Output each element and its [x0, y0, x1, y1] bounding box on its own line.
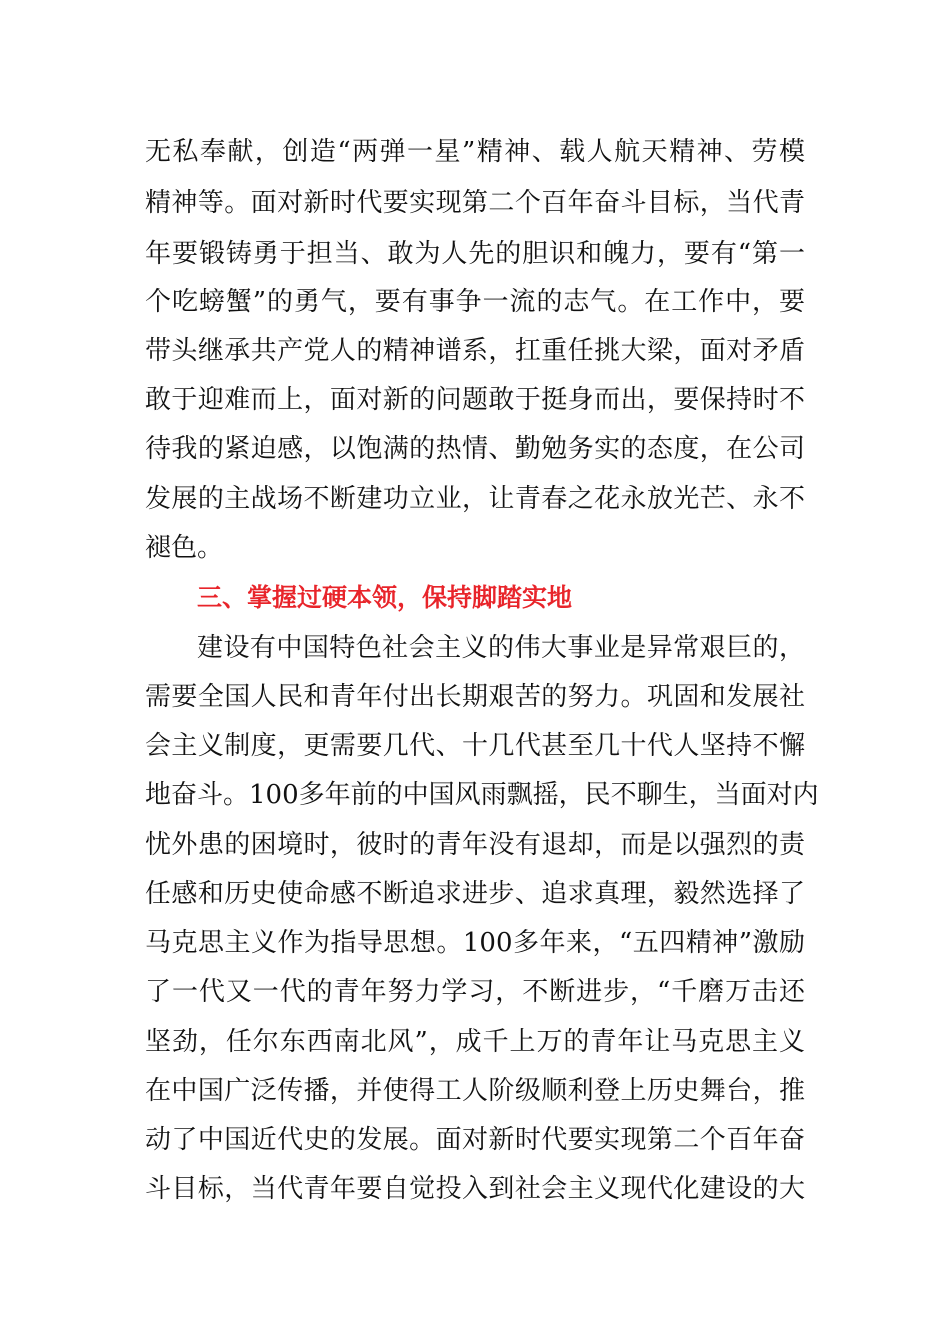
paragraph-2-line-11: 动了中国近代史的发展。面对新时代要实现第二个百年奋	[145, 1125, 805, 1155]
paragraph-1-line-1: 无私奉献，创造“两弹一星”精神、载人航天精神、劳模	[145, 137, 805, 167]
paragraph-1-line-4: 个吃螃蟹”的勇气，要有事争一流的志气。在工作中，要	[145, 287, 805, 317]
paragraph-2-line-9: 坚劲，任尔东西南北风”，成千上万的青年让马克思主义	[145, 1027, 805, 1057]
paragraph-2-line-7: 马克思主义作为指导思想。100多年来，“五四精神”激励	[145, 928, 805, 958]
paragraph-2-line-8: 了一代又一代的青年努力学习，不断进步，“千磨万击还	[145, 977, 805, 1007]
paragraph-2-line-10: 在中国广泛传播，并使得工人阶级顺利登上历史舞台，推	[145, 1076, 805, 1106]
paragraph-2-line-4: 地奋斗。100多年前的中国风雨飘摇，民不聊生，当面对内	[145, 780, 819, 810]
paragraph-1-line-3: 年要锻铸勇于担当、敢为人先的胆识和魄力，要有“第一	[145, 239, 805, 269]
paragraph-1-line-2: 精神等。面对新时代要实现第二个百年奋斗目标，当代青	[145, 188, 805, 218]
paragraph-2-line-12: 斗目标，当代青年要自觉投入到社会主义现代化建设的大	[145, 1174, 805, 1204]
paragraph-1-line-7: 待我的紧迫感，以饱满的热情、勤勉务实的态度，在公司	[145, 434, 805, 464]
paragraph-1-line-6: 敢于迎难而上，面对新的问题敢于挺身而出，要保持时不	[145, 385, 805, 415]
paragraph-2-line-6: 任感和历史使命感不断追求进步、追求真理，毅然选择了	[145, 879, 805, 909]
paragraph-2-line-1: 建设有中国特色社会主义的伟大事业是异常艰巨的，	[197, 633, 805, 663]
paragraph-1-line-5: 带头继承共产党人的精神谱系，扛重任挑大梁，面对矛盾	[145, 336, 805, 366]
paragraph-1-line-9: 褪色。	[145, 533, 224, 563]
paragraph-2-line-5: 忧外患的困境时，彼时的青年没有退却，而是以强烈的责	[145, 830, 805, 860]
paragraph-2-line-2: 需要全国人民和青年付出长期艰苦的努力。巩固和发展社	[145, 682, 805, 712]
section-heading: 三、掌握过硬本领，保持脚踏实地	[197, 583, 573, 612]
paragraph-2-line-3: 会主义制度，更需要几代、十几代甚至几十代人坚持不懈	[145, 731, 805, 761]
paragraph-1-line-8: 发展的主战场不断建功立业，让青春之花永放光芒、永不	[145, 484, 805, 514]
